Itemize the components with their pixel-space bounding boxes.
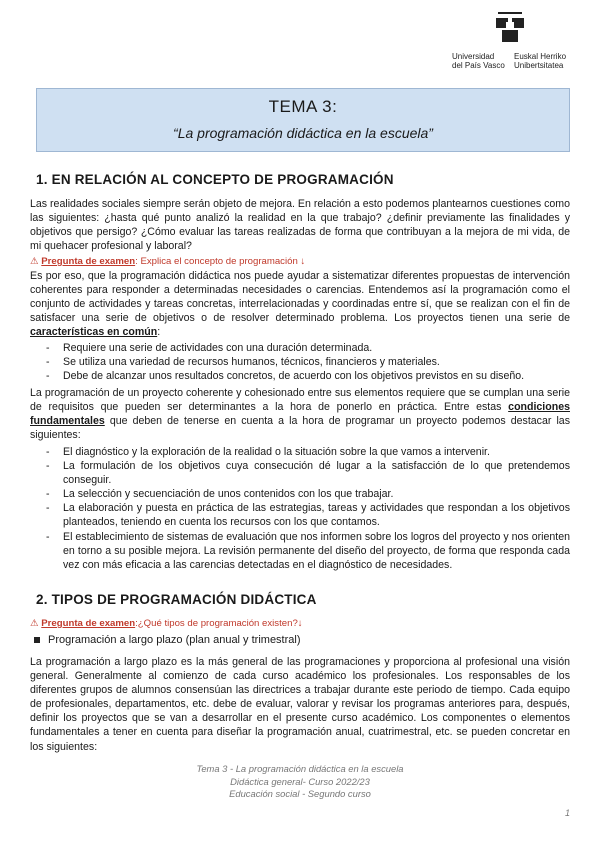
characteristics-list xyxy=(46,341,570,383)
subsection-long-term xyxy=(34,634,301,646)
document-title: TEMA 3: xyxy=(268,97,338,116)
footer-line-1: Tema 3 - La programación didáctica en la escuela xyxy=(196,763,404,774)
square-bullet-icon xyxy=(34,637,40,643)
conditions-list xyxy=(46,445,570,572)
emphasis-caracteristicas: características en común xyxy=(30,326,158,339)
section2-heading: 2. TIPOS DE PROGRAMACIÓN DIDÁCTICA xyxy=(36,592,317,607)
document-subtitle: “La programación didáctica en la escuela” xyxy=(173,125,433,141)
university-emblem-icon xyxy=(494,12,526,46)
list-item: - Debe de alcanzar unos resultados concretos, de acuerdo con los objetivos previstos en su diseño. xyxy=(46,369,570,383)
logo-text-right-2: Unibertsitatea xyxy=(514,61,564,70)
section1-paragraph2: Es por eso, que la programación didáctica nos puede ayudar a sistematizar diferentes propuestas de intervención coherentes para responder a determinadas necesidades o carencias. Entendemos así la programación como el conjunto de actividades y tareas concretas, interrelacionadas y coordinadas entre sí, que se realizan con el fin de satisfacer una serie de objetivos o de resolver determinado problema. Los proyectos tienen una serie de características en común: xyxy=(30,270,570,339)
footer-line-2: Didáctica general- Curso 2022/23 xyxy=(230,775,370,787)
logo-text-left-1: Universidad xyxy=(452,52,495,61)
list-item: - Se utiliza una variedad de recursos humanos, técnicos, financieros y materiales. xyxy=(46,355,570,369)
exam-question-text: :¿Qué tipos de programación existen?↓ xyxy=(135,618,303,629)
logo-text-left-2: del País Vasco xyxy=(452,61,505,70)
title-box xyxy=(36,88,570,152)
list-item: - El establecimiento de sistemas de evaluación que nos informen sobre los logros del proyecto y nos orienten en torno a su posible mejora. La revisión permanente del diseño del proyecto, de forma que responda cada vez con más eficacia a las carencias detectadas en el diagnóstico de necesidades. xyxy=(46,530,570,572)
exam-question-label: Pregunta de examen xyxy=(41,256,136,267)
exam-question-label: Pregunta de examen xyxy=(41,618,136,629)
list-item: - Requiere una serie de actividades con una duración determinada. xyxy=(46,341,570,355)
list-item: - El diagnóstico y la exploración de la realidad o la situación sobre la que vamos a intervenir. xyxy=(46,445,570,459)
list-item: - La selección y secuenciación de unos contenidos con los que trabajar. xyxy=(46,487,570,501)
emphasis-condiciones: condiciones fundamentales xyxy=(30,401,570,428)
exam-question-1: ⚠ Pregunta de examen: Explica el concepto de programación ↓ xyxy=(30,256,306,267)
exam-question-text: : Explica el concepto de programación ↓ xyxy=(135,256,306,267)
footer xyxy=(0,763,600,801)
list-item: - La elaboración y puesta en práctica de las estrategias, tareas y actividades que respondan a los objetivos planteados, teniendo en cuenta los recursos con los que contamos. xyxy=(46,501,570,529)
section1-heading: 1. EN RELACIÓN AL CONCEPTO DE PROGRAMACIÓN xyxy=(36,172,394,187)
section2-paragraph1: La programación a largo plazo es la más general de las programaciones y proporciona al profesional una visión general. Generalmente al comienzo de cada curso académico los profesionales. Los responsables de los diferentes grupos de alumnos consensúan las directrices a trabajar durante este periodo de tiempo. Cada equipo de profesionales, departamentos, etc. debe de evaluar, valorar y revisar los programas anteriores para, después, definir los proyectos que se van a desarrollar en el presente curso académico. Los componentes o elementos fundamentales a tener en cuenta para diseñar la programación anual, cuatrimestral, etc. se pueden concretar en los siguientes: xyxy=(30,656,570,753)
page-number: 1 xyxy=(564,808,570,818)
subsection-title: Programación a largo plazo (plan anual y trimestral) xyxy=(48,634,301,646)
logo-text-right-1: Euskal Herriko xyxy=(514,52,567,61)
section1-paragraph3: La programación de un proyecto coherente y cohesionado entre sus elementos requiere que se cumplan una serie de requisitos que pueden ser determinantes a la hora de ponerlo en práctica. Entre estas condiciones fundamentales que deben de tenerse en cuenta a la hora de programar un proyecto podemos destacar las siguientes: xyxy=(30,387,570,442)
section1-paragraph1: Las realidades sociales siempre serán objeto de mejora. En relación a esto podemos plantearnos cuestiones como las siguientes: ¿hasta qué punto analizó la realidad en la que trabajo? ¿definir previamente las finalidades y objetivos que persigo? ¿Cómo evaluar las tareas realizadas de forma que contribuyan a la mejora de mi vida, de mi quehacer profesional y laboral? xyxy=(30,198,571,253)
exam-question-2: ⚠ Pregunta de examen:¿Qué tipos de programación existen?↓ xyxy=(30,618,303,629)
list-item: - La formulación de los objetivos cuya consecución dé lugar a la satisfacción de lo que pretendemos conseguir. xyxy=(46,459,570,487)
university-logo xyxy=(448,12,568,72)
footer-line-3: Educación social - Segundo curso xyxy=(229,788,371,799)
